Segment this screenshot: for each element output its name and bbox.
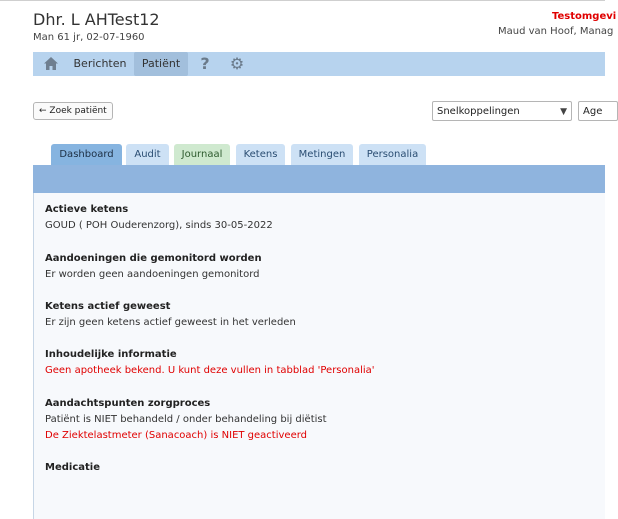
section-title-ketens-geweest: Ketens actief geweest	[45, 301, 171, 312]
section-text-aandoeningen: Er worden geen aandoeningen gemonitord	[45, 269, 260, 280]
top-divider	[0, 0, 605, 1]
patient-details: Man 61 jr, 02-07-1960	[33, 32, 145, 43]
section-text-actieve-ketens: GOUD ( POH Ouderenzorg), sinds 30-05-2022	[45, 220, 273, 231]
chevron-down-icon: ▼	[560, 107, 567, 117]
tab-dashboard[interactable]: Dashboard	[51, 144, 122, 165]
section-title-aandachtspunten: Aandachtspunten zorgproces	[45, 398, 211, 409]
section-text-aandachtspunten: Patiënt is NIET behandeld / onder behandeling bij diëtist	[45, 414, 327, 425]
section-title-aandoeningen: Aandoeningen die gemonitord worden	[45, 253, 262, 264]
environment-label: Testomgevi	[552, 11, 617, 22]
search-patient-button[interactable]: ← Zoek patiënt	[33, 102, 113, 120]
main-nav	[33, 52, 605, 76]
quick-links-select[interactable]	[432, 101, 572, 121]
nav-berichten[interactable]: Berichten	[73, 57, 127, 70]
dashboard-panel-header	[33, 165, 605, 193]
tab-personalia[interactable]: Personalia	[359, 144, 426, 165]
nav-home[interactable]	[37, 52, 67, 76]
nav-patient[interactable]: Patiënt	[134, 52, 188, 76]
section-text-ketens-geweest: Er zijn geen ketens actief geweest in het verleden	[45, 317, 296, 328]
quick-links-value: Snelkoppelingen	[437, 106, 520, 117]
section-text-aandachtspunten-warning: De Ziektelastmeter (Sanacoach) is NIET geactiveerd	[45, 430, 308, 441]
section-title-actieve-ketens: Actieve ketens	[45, 204, 129, 215]
patient-name: Dhr. L AHTest12	[33, 10, 160, 29]
dashboard-panel	[33, 193, 605, 519]
home-icon	[43, 56, 59, 72]
agenda-select[interactable]: Age	[578, 101, 618, 121]
help-icon[interactable]: ?	[200, 54, 210, 73]
gear-icon[interactable]: ⚙	[229, 54, 245, 73]
section-title-inhoudelijk: Inhoudelijke informatie	[45, 349, 177, 360]
tab-metingen[interactable]: Metingen	[291, 144, 353, 165]
tab-ketens[interactable]: Ketens	[236, 144, 285, 165]
section-title-medicatie: Medicatie	[45, 462, 100, 473]
section-text-inhoudelijk-warning: Geen apotheek bekend. U kunt deze vullen in tabblad 'Personalia'	[45, 365, 375, 376]
tab-audit[interactable]: Audit	[126, 144, 169, 165]
user-label[interactable]: Maud van Hoof, Manag	[498, 26, 614, 37]
tab-journaal[interactable]: Journaal	[174, 144, 230, 165]
